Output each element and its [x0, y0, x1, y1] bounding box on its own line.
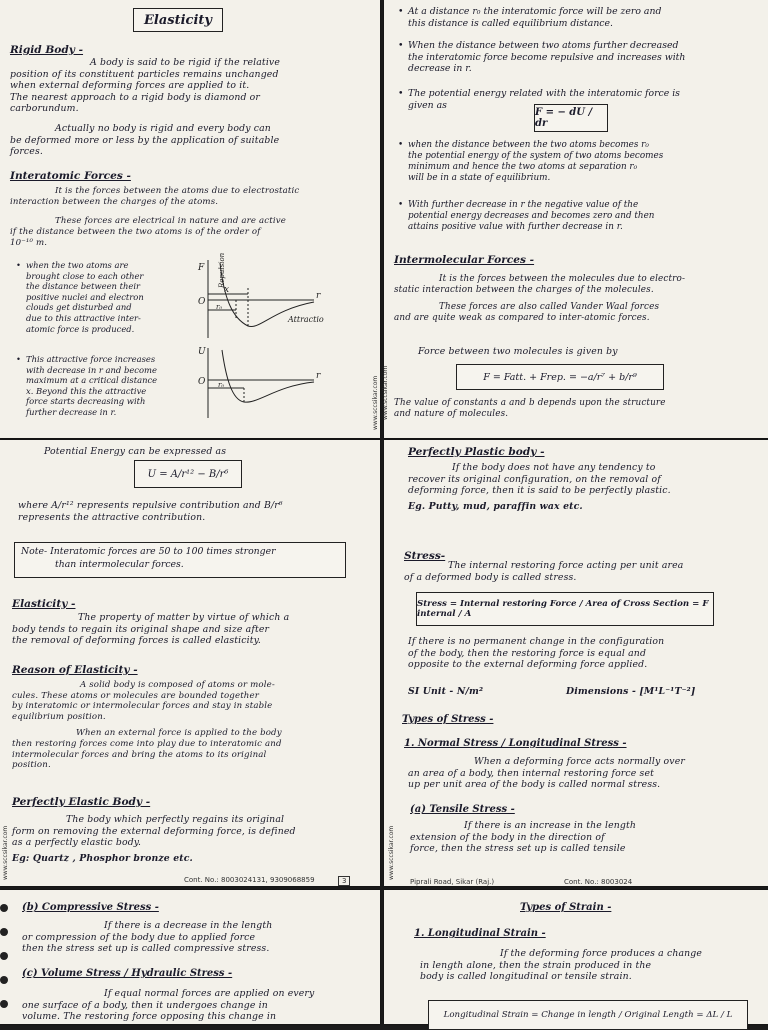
- line: The internal restoring force acting per unit area: [448, 560, 684, 571]
- line: intermolecular forces and bring the atoms to its original: [12, 749, 267, 760]
- line: minimum and hence the two atoms at separation r₀: [408, 162, 638, 172]
- page-footer-contact: Cont. No.: 8003024: [564, 878, 633, 886]
- line: then the stress set up is called compressive stress.: [22, 943, 270, 955]
- r-axis-label: r: [316, 371, 321, 381]
- line: • when the two atoms are: [26, 260, 196, 271]
- line: when external deforming forces are applied to it.: [10, 80, 250, 92]
- line: When a deforming force acts normally over: [474, 756, 685, 767]
- line: The nearest approach to a rigid body is diamond or: [10, 91, 261, 103]
- normal-stress-heading: 1. Normal Stress / Longitudinal Stress -: [404, 738, 627, 749]
- page-title: Elasticity: [133, 8, 223, 32]
- r0-label: r₀: [216, 303, 223, 311]
- page-5: [0, 890, 380, 1024]
- page-3: [0, 440, 380, 886]
- line: force, then the stress set up is called tensile: [410, 843, 626, 855]
- line: form on removing the external deforming force, is defined: [12, 825, 296, 837]
- line: attains positive value with further decrease in r.: [408, 222, 623, 232]
- line: • The potential energy related with the interatomic force is: [408, 88, 760, 100]
- site-watermark: www.sccsikar.com: [2, 825, 9, 880]
- spiral-hole: [0, 976, 8, 984]
- line: A body is said to be rigid if the relative: [90, 57, 280, 68]
- intermolecular-forces-heading: Intermolecular Forces -: [394, 254, 535, 266]
- site-watermark: www.sccsikar.com: [372, 375, 379, 430]
- potential-energy-text: Potential Energy can be expressed as: [44, 446, 227, 457]
- perfectly-elastic-body-text: [12, 814, 368, 864]
- page-number: 3: [338, 876, 350, 886]
- line: maximum at a critical distance: [26, 375, 158, 386]
- energy-axis-label: U: [198, 347, 206, 357]
- line: If equal normal forces are applied on every: [104, 988, 315, 999]
- spiral-hole: [0, 928, 8, 936]
- tensile-stress-heading: (a) Tensile Stress -: [410, 804, 515, 815]
- bullet-further-decrease: [408, 200, 760, 233]
- elasticity-text: [12, 612, 368, 647]
- spiral-hole: [0, 1000, 8, 1008]
- stress-text: [404, 560, 756, 583]
- repulsion-label: Repulsion: [218, 252, 226, 288]
- bullet-critical-distance: [26, 354, 196, 418]
- page-2: [384, 0, 768, 438]
- line: It is the forces between the molecules due to electro-: [439, 274, 686, 284]
- line: position.: [12, 760, 51, 771]
- line: The body which perfectly regains its original: [66, 814, 285, 825]
- bullet-minimum-energy: [408, 140, 760, 184]
- line: body is called longitudinal or tensile strain.: [420, 971, 632, 983]
- line: If there is a decrease in the length: [104, 920, 273, 931]
- line: the potential energy of the system of two atoms becomes: [408, 151, 664, 161]
- line: the removal of deforming forces is called elasticity.: [12, 635, 261, 647]
- line: positive nuclei and electron: [26, 291, 144, 302]
- line: if the distance between the two atoms is of the order of: [10, 227, 261, 237]
- line: than intermolecular forces.: [55, 559, 184, 570]
- si-unit: SI Unit - N/m²: [408, 686, 484, 697]
- molecular-force-formula-box: F = Fatt. + Frep. = −a/r⁷ + b/r⁹: [456, 364, 664, 390]
- line: Note- Interatomic forces are 50 to 100 times stronger: [21, 546, 276, 557]
- force-between-molecules: Force between two molecules is given by: [418, 346, 618, 357]
- line: represents the attractive contribution.: [18, 511, 206, 523]
- perfectly-plastic-body-heading: Perfectly Plastic body -: [408, 446, 545, 458]
- dimensions: Dimensions - [M¹L⁻¹T⁻²]: [566, 686, 696, 697]
- line: with decrease in r and become: [26, 364, 157, 375]
- line: If there is an increase in the length: [464, 820, 637, 831]
- line: atomic force is produced.: [26, 323, 135, 334]
- rigid-body-heading: Rigid Body -: [10, 44, 84, 56]
- line: carborundum.: [10, 103, 79, 115]
- line: or compression of the body due to applied force: [22, 931, 256, 943]
- line: where A/r¹² represents repulsive contribution and B/r⁶: [18, 500, 283, 511]
- types-of-strain-heading: Types of Strain -: [520, 902, 612, 913]
- r-axis-label: r: [316, 291, 321, 301]
- line: volume. The restoring force opposing this change in: [22, 1011, 277, 1023]
- note-box: [14, 542, 346, 578]
- longitudinal-strain-text: [420, 948, 760, 983]
- potential-energy-formula-box: U = A/r¹² − B/r⁶: [134, 460, 242, 488]
- constants-text: [394, 398, 754, 420]
- line: x. Beyond this the attractive: [26, 385, 147, 396]
- perfectly-plastic-body-text: [408, 462, 760, 512]
- line: of a deformed body is called stress.: [404, 571, 577, 583]
- x-label: x: [224, 285, 230, 295]
- line: body tends to regain its original shape and size after: [12, 623, 270, 635]
- line: up per unit area of the body is called normal stress.: [408, 779, 661, 791]
- page-footer: Piprali Road, Sikar (Raj.): [410, 878, 495, 886]
- stress-formula-box: Stress = Internal restoring Force / Area of Cross Section = F internal / A: [416, 592, 714, 626]
- force-formula-box: F = − dU / dr: [534, 104, 608, 132]
- line: forces.: [10, 146, 43, 158]
- line: be deformed more or less by the application of suitable: [10, 134, 280, 146]
- line: deforming force, then it is said to be perfectly plastic.: [408, 485, 671, 497]
- longitudinal-strain-formula-box: Longitudinal Strain = Change in length / Original Length = ΔL / L: [428, 1000, 748, 1030]
- line: • With further decrease in r the negative value of the: [408, 200, 760, 211]
- force-axis-label: F: [198, 263, 205, 273]
- perfectly-elastic-body-heading: Perfectly Elastic Body -: [12, 796, 151, 808]
- line: Eg. Putty, mud, paraffin wax etc.: [408, 500, 583, 512]
- stress-heading: Stress-: [404, 550, 446, 562]
- line: position of its constituent particles remains unchanged: [10, 68, 279, 80]
- page-1: [0, 0, 380, 438]
- line: If the body does not have any tendency to: [452, 462, 656, 473]
- line: decrease in r.: [408, 63, 472, 75]
- line: the interatomic force become repulsive and increases with: [408, 51, 686, 63]
- origin-label: O: [198, 297, 206, 307]
- intermolecular-forces-text: [394, 274, 754, 324]
- interatomic-forces-heading: Interatomic Forces -: [10, 170, 131, 182]
- line: • when the distance between the two atoms becomes r₀: [408, 140, 760, 151]
- line: then restoring forces come into play due to interatomic and: [12, 738, 282, 749]
- line: These forces are electrical in nature and are active: [55, 216, 286, 226]
- attraction-label: Attractio: [288, 315, 324, 324]
- line: If the deforming force produces a change: [500, 948, 703, 959]
- line: the distance between their: [26, 281, 140, 292]
- line: as a perfectly elastic body.: [12, 837, 142, 849]
- line: by interatomic or intermolecular forces and stay in stable: [12, 701, 273, 712]
- line: due to this attractive inter-: [26, 312, 141, 323]
- line: interaction between the charges of the atoms.: [10, 197, 219, 207]
- bullet-repulsive: [408, 40, 760, 75]
- line: potential energy decreases and becomes zero and then: [408, 211, 655, 221]
- reason-of-elasticity-text: [12, 680, 368, 771]
- line: If there is no permanent change in the configuration: [408, 636, 665, 647]
- line: • At a distance r₀ the interatomic force will be zero and: [408, 6, 760, 18]
- line: will be in a state of equilibrium.: [408, 173, 551, 183]
- line: Eg: Quartz , Phosphor bronze etc.: [12, 852, 193, 864]
- energy-curve: [222, 350, 314, 402]
- line: an area of a body, then internal restoring force set: [408, 767, 654, 779]
- page-6: [384, 890, 768, 1024]
- line: Actually no body is rigid and every body can: [55, 122, 271, 134]
- line: clouds get disturbed and: [26, 302, 132, 313]
- force-and-energy-graph: [196, 252, 346, 428]
- line: further decrease in r.: [26, 406, 117, 417]
- spiral-hole: [0, 904, 8, 912]
- line: • When the distance between two atoms further decreased: [408, 40, 760, 52]
- line: A solid body is composed of atoms or mole-: [80, 680, 275, 690]
- compressive-stress-text: [22, 920, 372, 955]
- line: • This attractive force increases: [26, 354, 196, 365]
- spiral-hole: [0, 952, 8, 960]
- line: given as: [408, 99, 447, 111]
- site-watermark: www.sccsikar.com: [388, 825, 395, 880]
- line: equilibrium position.: [12, 711, 106, 722]
- line: static interaction between the charges of the molecules.: [394, 285, 654, 295]
- page-footer: Cont. No.: 8003024131, 9309068859: [184, 876, 315, 884]
- types-of-stress-heading: Types of Stress -: [402, 714, 494, 725]
- line: in length alone, then the strain produced in the: [420, 959, 652, 971]
- rigid-body-text: [10, 57, 370, 158]
- line: brought close to each other: [26, 270, 144, 281]
- where-text: [18, 500, 368, 523]
- line: of the body, then the restoring force is equal and: [408, 647, 647, 659]
- longitudinal-strain-heading: 1. Longitudinal Strain -: [414, 928, 546, 939]
- line: this distance is called equilibrium distance.: [408, 17, 613, 29]
- origin-label: O: [198, 377, 206, 387]
- volume-stress-text: [22, 988, 372, 1023]
- interatomic-forces-text: [10, 186, 370, 249]
- line: extension of the body in the direction of: [410, 831, 605, 843]
- bullet-attractive: [26, 260, 196, 334]
- permanent-change-text: [408, 636, 760, 671]
- page-4: [384, 440, 768, 886]
- line: cules. These atoms or molecules are bounded together: [12, 690, 259, 701]
- tensile-stress-text: [410, 820, 760, 855]
- line: These forces are also called Vander Waal forces: [439, 302, 660, 312]
- line: The value of constants a and b depends upon the structure: [394, 398, 666, 408]
- volume-stress-heading: (c) Volume Stress / Hydraulic Stress -: [22, 968, 233, 979]
- compressive-stress-heading: (b) Compressive Stress -: [22, 902, 159, 913]
- line: When an external force is applied to the body: [76, 728, 282, 739]
- line: It is the forces between the atoms due to electrostatic: [55, 186, 300, 196]
- normal-stress-text: [408, 756, 760, 791]
- line: and are quite weak as compared to inter-atomic forces.: [394, 313, 650, 323]
- line: one surface of a body, then it undergoes change in: [22, 999, 268, 1011]
- bullet-equilibrium-distance: [408, 6, 760, 29]
- line: force starts decreasing with: [26, 396, 146, 407]
- site-watermark: www.sccsikar.com: [382, 365, 389, 420]
- r0-label: r₀: [218, 381, 225, 389]
- line: recover its original configuration, on the removal of: [408, 473, 661, 485]
- elasticity-heading: Elasticity -: [12, 598, 76, 610]
- line: opposite to the external deforming force applied.: [408, 659, 648, 671]
- line: and nature of molecules.: [394, 409, 509, 419]
- reason-of-elasticity-heading: Reason of Elasticity -: [12, 664, 138, 676]
- line: The property of matter by virtue of which a: [78, 612, 290, 623]
- line: 10⁻¹⁰ m.: [10, 238, 48, 248]
